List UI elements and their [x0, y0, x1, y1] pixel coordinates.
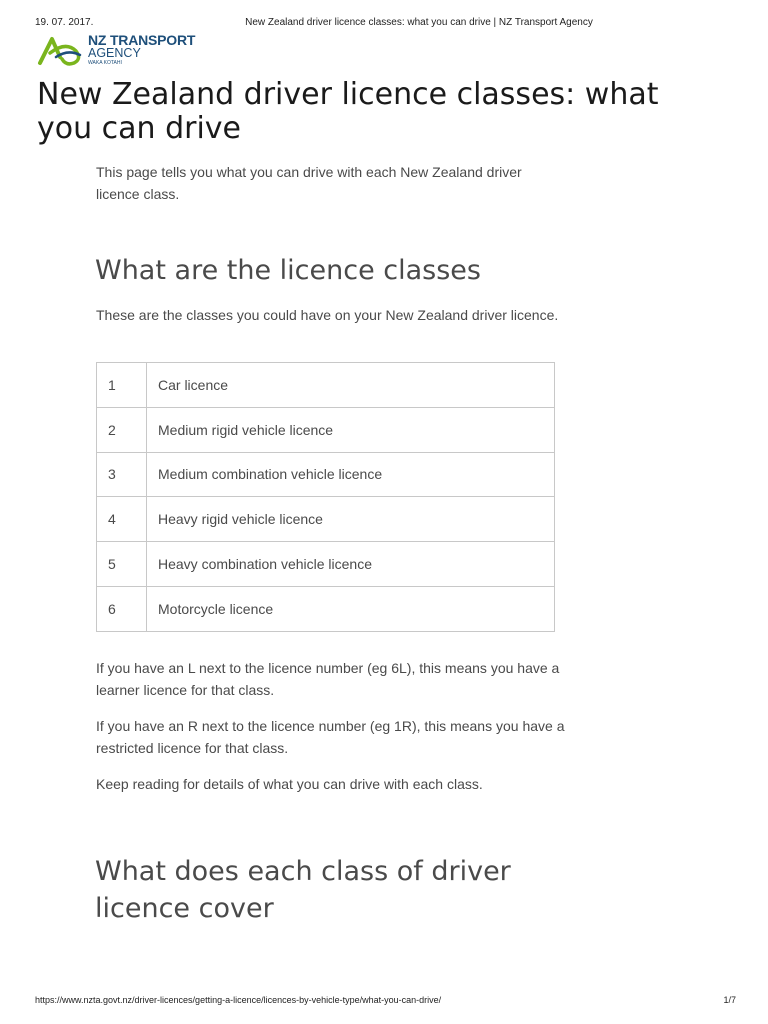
logo-line-1: NZ TRANSPORT — [88, 32, 196, 48]
intro-paragraph: This page tells you what you can drive with each New Zealand driver licence class. — [96, 164, 522, 202]
class-label: Car licence — [147, 363, 555, 408]
class-label: Motorcycle licence — [147, 586, 555, 631]
class-label: Heavy rigid vehicle licence — [147, 497, 555, 542]
class-number: 2 — [97, 407, 147, 452]
print-footer-url: https://www.nzta.govt.nz/driver-licences/getting-a-licence/licences-by-vehicle-type/what-you-can-drive/ — [35, 995, 442, 1005]
class-number: 1 — [97, 363, 147, 408]
page-title: New Zealand driver licence classes: what you can drive — [37, 77, 659, 146]
licence-classes-heading: What are the licence classes — [95, 255, 481, 286]
class-number: 5 — [97, 542, 147, 587]
class-number: 3 — [97, 452, 147, 497]
class-coverage-heading: What does each class of driver licence cover — [95, 856, 511, 924]
table-row — [97, 497, 555, 542]
class-number: 4 — [97, 497, 147, 542]
page-number: 1/7 — [723, 995, 736, 1005]
table-row — [97, 586, 555, 631]
print-date: 19. 07. 2017. — [35, 17, 94, 28]
nz-transport-agency-logo[interactable] — [36, 32, 196, 67]
class-number: 6 — [97, 586, 147, 631]
learner-licence-note: If you have an L next to the licence number (eg 6L), this means you have a learner licence for that class. — [96, 660, 560, 698]
table-row — [97, 542, 555, 587]
restricted-licence-note: If you have an R next to the licence number (eg 1R), this means you have a restricted licence for that class. — [96, 718, 565, 756]
logo-line-2: AGENCY — [88, 46, 141, 60]
keep-reading-note: Keep reading for details of what you can drive with each class. — [96, 776, 483, 792]
licence-classes-lead: These are the classes you could have on your New Zealand driver licence. — [96, 307, 559, 323]
table-row — [97, 363, 555, 408]
logo-wordmark — [88, 33, 195, 66]
class-label: Heavy combination vehicle licence — [147, 542, 555, 587]
class-label: Medium rigid vehicle licence — [147, 407, 555, 452]
class-label: Medium combination vehicle licence — [147, 452, 555, 497]
logo-line-3: WAKA KOTAHI — [88, 59, 122, 66]
table-row — [97, 407, 555, 452]
print-header-title: New Zealand driver licence classes: what you can drive | NZ Transport Agency — [245, 17, 593, 28]
licence-classes-table — [96, 362, 555, 632]
logo-mark-icon — [36, 33, 86, 67]
table-row — [97, 452, 555, 497]
